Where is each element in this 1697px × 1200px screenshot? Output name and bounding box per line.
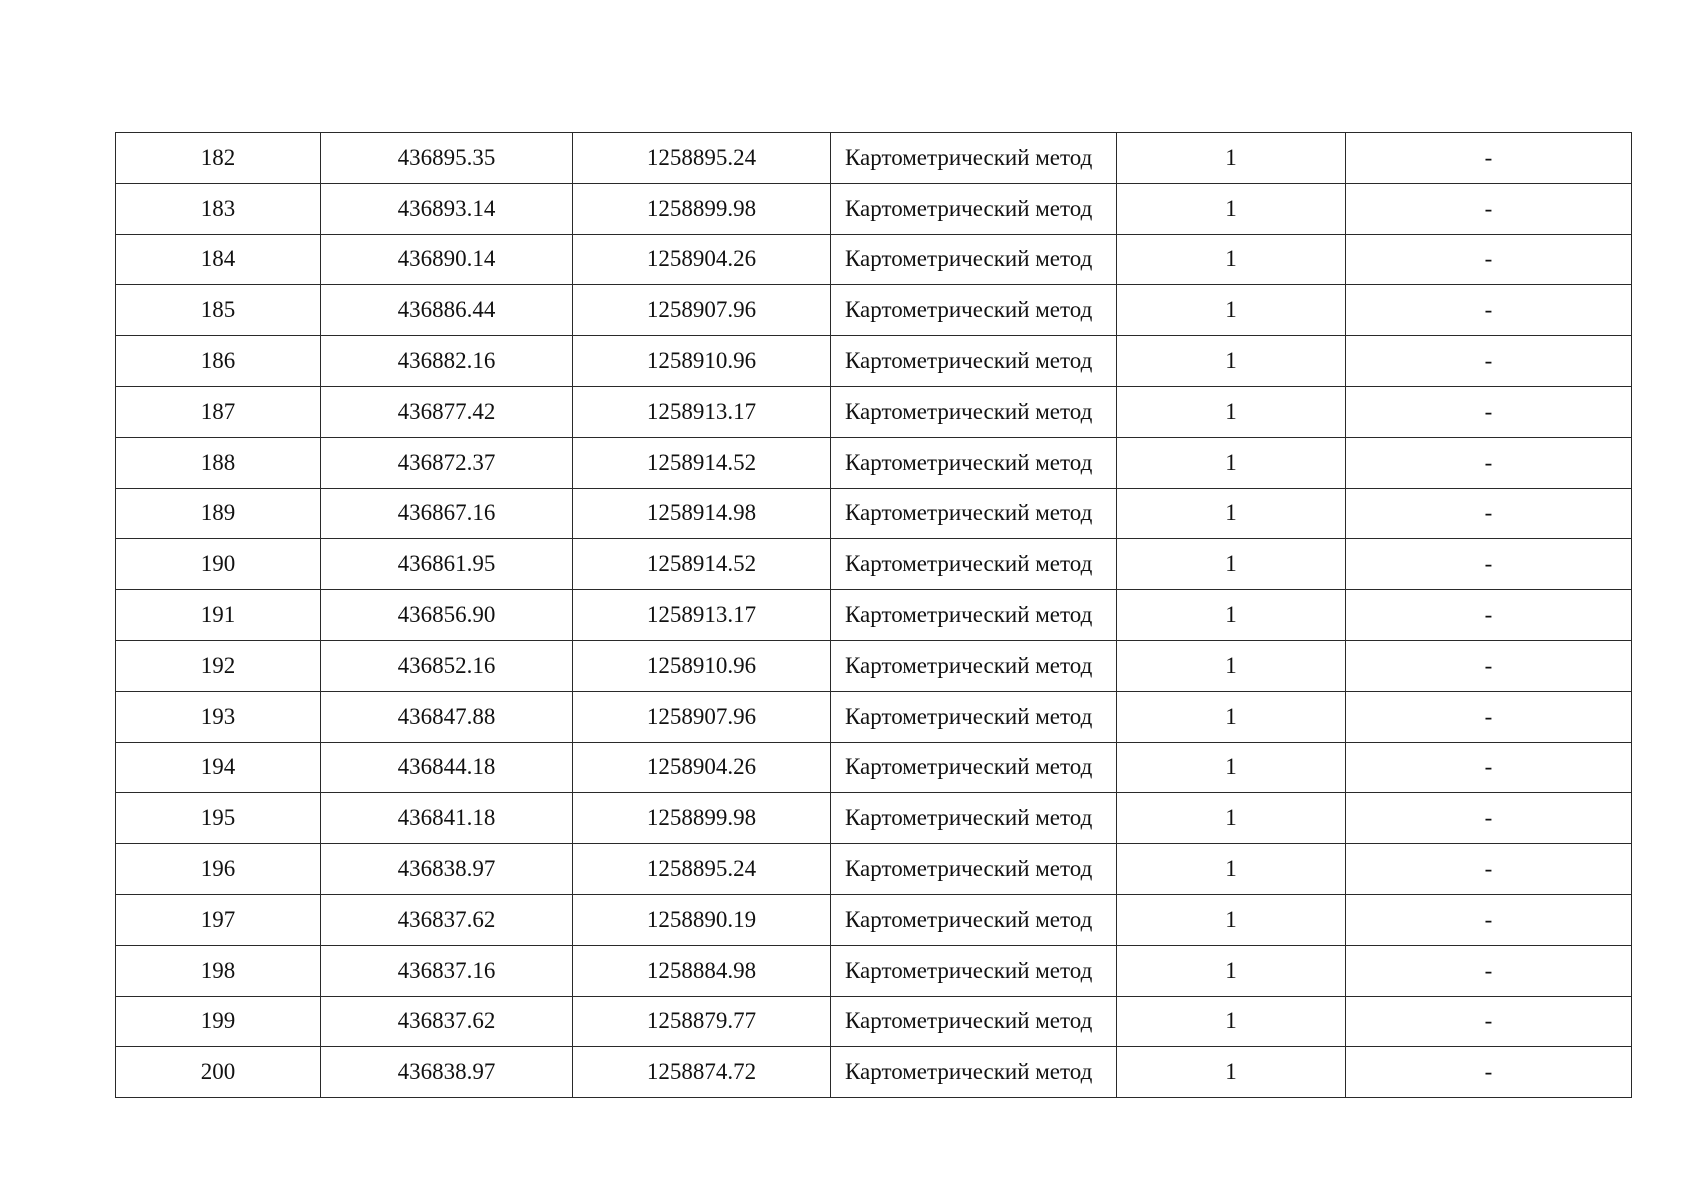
x-coordinate-cell: 436882.16 xyxy=(321,336,573,387)
accuracy-cell: 1 xyxy=(1117,894,1346,945)
accuracy-cell: 1 xyxy=(1117,640,1346,691)
note-cell: - xyxy=(1346,437,1632,488)
note-cell: - xyxy=(1346,386,1632,437)
accuracy-cell: 1 xyxy=(1117,742,1346,793)
accuracy-cell: 1 xyxy=(1117,844,1346,895)
x-coordinate-cell: 436838.97 xyxy=(321,844,573,895)
y-coordinate-cell: 1258899.98 xyxy=(573,793,831,844)
accuracy-cell: 1 xyxy=(1117,336,1346,387)
method-cell: Картометрический метод xyxy=(831,640,1117,691)
accuracy-cell: 1 xyxy=(1117,996,1346,1047)
point-number-cell: 182 xyxy=(116,133,321,184)
point-number-cell: 184 xyxy=(116,234,321,285)
note-cell: - xyxy=(1346,793,1632,844)
note-cell: - xyxy=(1346,894,1632,945)
x-coordinate-cell: 436847.88 xyxy=(321,691,573,742)
point-number-cell: 188 xyxy=(116,437,321,488)
table-row xyxy=(116,996,1632,1047)
note-cell: - xyxy=(1346,488,1632,539)
x-coordinate-cell: 436844.18 xyxy=(321,742,573,793)
method-cell: Картометрический метод xyxy=(831,539,1117,590)
table-row xyxy=(116,793,1632,844)
table-row xyxy=(116,1047,1632,1098)
note-cell: - xyxy=(1346,945,1632,996)
x-coordinate-cell: 436837.16 xyxy=(321,945,573,996)
x-coordinate-cell: 436837.62 xyxy=(321,894,573,945)
note-cell: - xyxy=(1346,183,1632,234)
method-cell: Картометрический метод xyxy=(831,386,1117,437)
table-row xyxy=(116,437,1632,488)
y-coordinate-cell: 1258895.24 xyxy=(573,844,831,895)
point-number-cell: 190 xyxy=(116,539,321,590)
point-number-cell: 185 xyxy=(116,285,321,336)
y-coordinate-cell: 1258904.26 xyxy=(573,742,831,793)
y-coordinate-cell: 1258910.96 xyxy=(573,336,831,387)
x-coordinate-cell: 436861.95 xyxy=(321,539,573,590)
accuracy-cell: 1 xyxy=(1117,437,1346,488)
table-row xyxy=(116,488,1632,539)
method-cell: Картометрический метод xyxy=(831,590,1117,641)
x-coordinate-cell: 436867.16 xyxy=(321,488,573,539)
x-coordinate-cell: 436895.35 xyxy=(321,133,573,184)
method-cell: Картометрический метод xyxy=(831,1047,1117,1098)
accuracy-cell: 1 xyxy=(1117,285,1346,336)
x-coordinate-cell: 436872.37 xyxy=(321,437,573,488)
note-cell: - xyxy=(1346,1047,1632,1098)
y-coordinate-cell: 1258895.24 xyxy=(573,133,831,184)
method-cell: Картометрический метод xyxy=(831,844,1117,895)
coordinates-table-body xyxy=(116,133,1632,1098)
x-coordinate-cell: 436886.44 xyxy=(321,285,573,336)
method-cell: Картометрический метод xyxy=(831,133,1117,184)
table-row xyxy=(116,386,1632,437)
table-row xyxy=(116,183,1632,234)
y-coordinate-cell: 1258910.96 xyxy=(573,640,831,691)
accuracy-cell: 1 xyxy=(1117,793,1346,844)
x-coordinate-cell: 436893.14 xyxy=(321,183,573,234)
table-row xyxy=(116,945,1632,996)
x-coordinate-cell: 436852.16 xyxy=(321,640,573,691)
point-number-cell: 186 xyxy=(116,336,321,387)
method-cell: Картометрический метод xyxy=(831,996,1117,1047)
y-coordinate-cell: 1258914.52 xyxy=(573,437,831,488)
accuracy-cell: 1 xyxy=(1117,539,1346,590)
x-coordinate-cell: 436838.97 xyxy=(321,1047,573,1098)
table-row xyxy=(116,133,1632,184)
accuracy-cell: 1 xyxy=(1117,234,1346,285)
note-cell: - xyxy=(1346,285,1632,336)
y-coordinate-cell: 1258913.17 xyxy=(573,590,831,641)
table-row xyxy=(116,894,1632,945)
coordinates-table xyxy=(115,132,1632,1098)
accuracy-cell: 1 xyxy=(1117,386,1346,437)
point-number-cell: 198 xyxy=(116,945,321,996)
point-number-cell: 200 xyxy=(116,1047,321,1098)
method-cell: Картометрический метод xyxy=(831,336,1117,387)
point-number-cell: 187 xyxy=(116,386,321,437)
x-coordinate-cell: 436837.62 xyxy=(321,996,573,1047)
note-cell: - xyxy=(1346,234,1632,285)
accuracy-cell: 1 xyxy=(1117,691,1346,742)
x-coordinate-cell: 436841.18 xyxy=(321,793,573,844)
note-cell: - xyxy=(1346,742,1632,793)
point-number-cell: 195 xyxy=(116,793,321,844)
note-cell: - xyxy=(1346,996,1632,1047)
table-row xyxy=(116,234,1632,285)
table-row xyxy=(116,285,1632,336)
method-cell: Картометрический метод xyxy=(831,691,1117,742)
point-number-cell: 199 xyxy=(116,996,321,1047)
note-cell: - xyxy=(1346,844,1632,895)
note-cell: - xyxy=(1346,640,1632,691)
accuracy-cell: 1 xyxy=(1117,945,1346,996)
method-cell: Картометрический метод xyxy=(831,793,1117,844)
method-cell: Картометрический метод xyxy=(831,234,1117,285)
method-cell: Картометрический метод xyxy=(831,488,1117,539)
x-coordinate-cell: 436877.42 xyxy=(321,386,573,437)
note-cell: - xyxy=(1346,539,1632,590)
note-cell: - xyxy=(1346,691,1632,742)
x-coordinate-cell: 436890.14 xyxy=(321,234,573,285)
y-coordinate-cell: 1258914.52 xyxy=(573,539,831,590)
y-coordinate-cell: 1258879.77 xyxy=(573,996,831,1047)
table-row xyxy=(116,590,1632,641)
y-coordinate-cell: 1258884.98 xyxy=(573,945,831,996)
y-coordinate-cell: 1258907.96 xyxy=(573,285,831,336)
x-coordinate-cell: 436856.90 xyxy=(321,590,573,641)
point-number-cell: 189 xyxy=(116,488,321,539)
point-number-cell: 197 xyxy=(116,894,321,945)
table-row xyxy=(116,640,1632,691)
table-row xyxy=(116,691,1632,742)
note-cell: - xyxy=(1346,133,1632,184)
method-cell: Картометрический метод xyxy=(831,437,1117,488)
y-coordinate-cell: 1258890.19 xyxy=(573,894,831,945)
method-cell: Картометрический метод xyxy=(831,742,1117,793)
note-cell: - xyxy=(1346,336,1632,387)
point-number-cell: 192 xyxy=(116,640,321,691)
y-coordinate-cell: 1258914.98 xyxy=(573,488,831,539)
y-coordinate-cell: 1258899.98 xyxy=(573,183,831,234)
table-row xyxy=(116,336,1632,387)
y-coordinate-cell: 1258907.96 xyxy=(573,691,831,742)
accuracy-cell: 1 xyxy=(1117,1047,1346,1098)
accuracy-cell: 1 xyxy=(1117,183,1346,234)
method-cell: Картометрический метод xyxy=(831,183,1117,234)
table-row xyxy=(116,844,1632,895)
point-number-cell: 193 xyxy=(116,691,321,742)
note-cell: - xyxy=(1346,590,1632,641)
method-cell: Картометрический метод xyxy=(831,285,1117,336)
table-row xyxy=(116,742,1632,793)
y-coordinate-cell: 1258874.72 xyxy=(573,1047,831,1098)
method-cell: Картометрический метод xyxy=(831,945,1117,996)
y-coordinate-cell: 1258913.17 xyxy=(573,386,831,437)
point-number-cell: 196 xyxy=(116,844,321,895)
point-number-cell: 194 xyxy=(116,742,321,793)
method-cell: Картометрический метод xyxy=(831,894,1117,945)
accuracy-cell: 1 xyxy=(1117,590,1346,641)
table-row xyxy=(116,539,1632,590)
y-coordinate-cell: 1258904.26 xyxy=(573,234,831,285)
accuracy-cell: 1 xyxy=(1117,488,1346,539)
point-number-cell: 191 xyxy=(116,590,321,641)
accuracy-cell: 1 xyxy=(1117,133,1346,184)
point-number-cell: 183 xyxy=(116,183,321,234)
